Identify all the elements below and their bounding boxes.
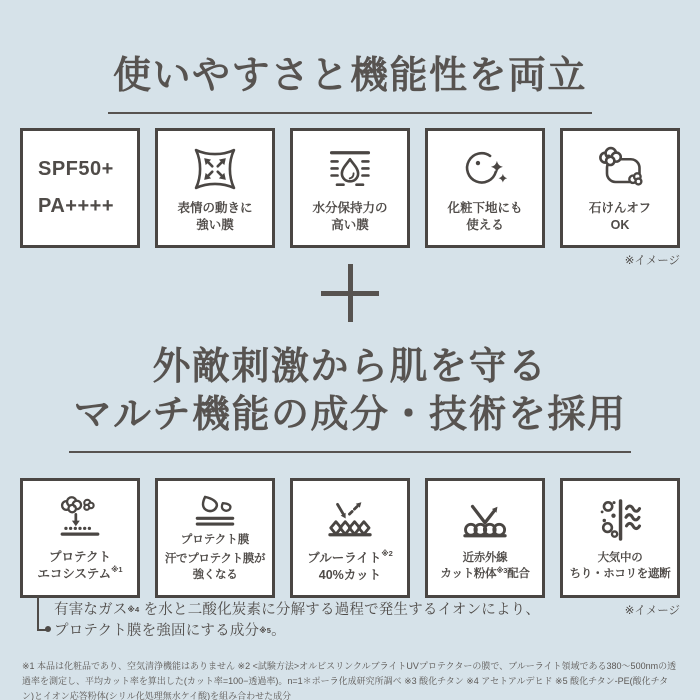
page-title: 使いやすさと機能性を両立 xyxy=(108,44,592,114)
card-expression-proof xyxy=(155,128,275,248)
card-label: ブルーライト$^{※2}$ 40%カット xyxy=(307,548,393,582)
section-headline-text: 外敵刺激から肌を守る マルチ機能の成分・技術を採用 xyxy=(69,344,630,453)
expand-film-icon xyxy=(189,143,241,195)
image-disclaimer-top: ※イメージ xyxy=(624,255,680,267)
card-label: 化粧下地にも 使える xyxy=(447,200,523,232)
card-spf xyxy=(20,128,140,248)
card-label: 水分保持力の 高い膜 xyxy=(312,200,388,232)
card-blue-light-cut xyxy=(290,478,410,598)
plus-icon xyxy=(321,264,379,322)
header xyxy=(0,44,700,114)
card-moisture-film xyxy=(290,128,410,248)
footnotes: ※1 本品は化粧品であり、空気清浄機能はありません ※2 <試験方法>オルビスリンクルブライトUVプロテクターの膜で、ブルーライト領域である380〜500nmの透過率を測定し、平均カット率を算出した(カット率=100−透過率)。n=1＊ポーラ化成研究所調べ ※3 酸化チタン ※4 アセトアルデヒド ※5 酸化チタン-PE(酸化チタン)とイオン応答粉体(シリル化処理無水ケイ酸)を組み合わせた成分 xyxy=(22,661,677,700)
card-label: 表情の動きに 強い膜 xyxy=(177,200,253,232)
spf-value: SPF50+ xyxy=(38,158,114,180)
callout-connector-dot xyxy=(45,626,51,632)
card-label: プロテクト エコシステム$^{※1}$ xyxy=(37,549,123,581)
card-sweat-strong-film xyxy=(155,478,275,598)
card-makeup-base xyxy=(425,128,545,248)
card-label: 石けんオフ OK xyxy=(588,200,652,232)
near-infrared-cut-icon xyxy=(459,494,511,546)
card-dust-block xyxy=(560,478,680,598)
moisture-film-icon xyxy=(324,143,376,195)
card-protect-ecosystem xyxy=(20,478,140,598)
feature-row-bottom xyxy=(20,478,680,598)
pa-value: PA++++ xyxy=(38,195,115,217)
blue-light-cut-icon xyxy=(324,493,376,545)
makeup-base-icon xyxy=(459,143,511,195)
card-label: 汗でプロテクト膜が 強くなる xyxy=(164,552,266,581)
card-soap-off xyxy=(560,128,680,248)
protect-ecosystem-icon xyxy=(55,494,105,544)
section-headline xyxy=(0,344,700,453)
ecosystem-explanation: 有害なガス$^{※4}$ を水と二酸化炭素に分解する過程で発生するイオンにより、 プロテクト膜を強固にする成分$^{※5}$。 xyxy=(54,602,541,639)
dust-block-icon xyxy=(594,494,646,546)
card-label: 大気中の ちり・ホコリを遮断 xyxy=(569,551,671,580)
feature-row-top xyxy=(20,128,680,248)
soap-off-icon xyxy=(594,143,646,195)
card-near-infrared-cut xyxy=(425,478,545,598)
film-caption: プロテクト膜 xyxy=(180,533,250,546)
sweat-strong-film-icon xyxy=(190,493,240,529)
callout-connector-line xyxy=(37,596,39,631)
card-label: 近赤外線 カット粉体$^{※3}$配合 xyxy=(440,551,530,580)
image-disclaimer-bottom: ※イメージ xyxy=(624,605,680,617)
